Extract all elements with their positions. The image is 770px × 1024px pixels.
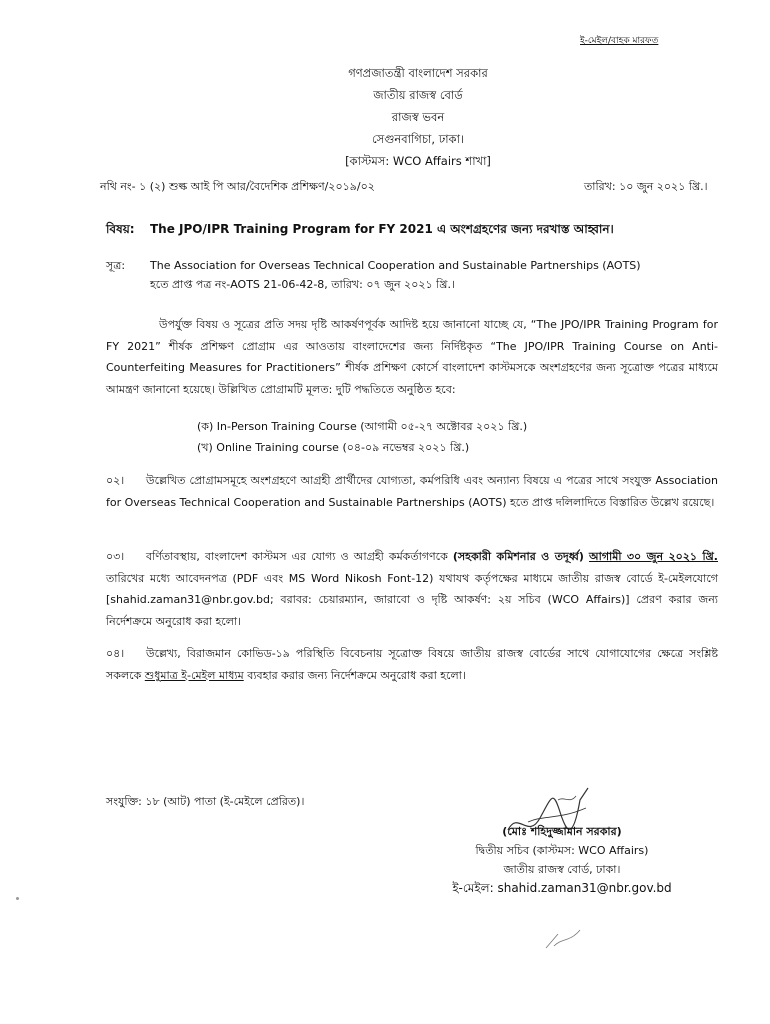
letter-date: তারিখ: ১০ জুন ২০২১ খ্রি.। bbox=[584, 180, 708, 193]
subject-label: বিষয়: bbox=[106, 222, 135, 236]
reference-line-1: The Association for Overseas Technical Cooperation and Sustainable Partnerships (AOTS) bbox=[150, 259, 641, 272]
paragraph-1: উপর্যুক্ত বিষয় ও সূত্রের প্রতি সদয় দৃষ্টি আকর্ষণপূর্বক আদিষ্ট হয়ে জানানো যাচ্ছে যে, “The JPO/IPR Training Program for FY 2021” শীর্ষক প্রশিক্ষণ প্রোগ্রাম এর আওতায় বাংলাদেশের জন্য নির্দিষ্টকৃত “The JPO/IPR Training Course on Anti-Counterfeiting Measures for Practitioners” শীর্ষক প্রশিক্ষণ কোর্সে বাংলাদেশ কাস্টমসকে অংশগ্রহণের জন্য সূত্রোক্ত পত্রের মাধ্যমে আমন্ত্রণ জানানো হয়েছে। উল্লিখিত প্রোগ্রামটি মূলত: দুটি পদ্ধতিতে অনুষ্ঠিত হবে: bbox=[106, 318, 718, 396]
list-item-online: (খ) Online Training course (০৪-০৯ নভেম্বর ২০২১ খ্রি.) bbox=[197, 441, 470, 454]
paragraph-2-text: উল্লেখিত প্রোগ্রামসমূহে অংশগ্রহণে আগ্রহী প্রার্থীদের যোগ্যতা, কর্মপরিধি এবং অন্যান্য বিষয়ে এ পত্রের সাথে সংযুক্ত Association for Overseas Technical Cooperation and Sustainable Partnerships (AOTS) হতে প্রাপ্ত দলিলাদিতে বিস্তারিত উল্লেখ রয়েছে। bbox=[106, 474, 718, 509]
initial-mark bbox=[540, 908, 590, 958]
paragraph-3-deadline: আগামী ৩০ জুন ২০২১ খ্রি. bbox=[588, 550, 718, 563]
paragraph-3-number: ০৩। bbox=[106, 550, 125, 563]
signatory-name: (মোঃ শহিদুজ্জামান সরকার) bbox=[502, 825, 622, 838]
list-item-in-person: (ক) In-Person Training Course (আগামী ০৫-২৭ অক্টোবর ২০২১ খ্রি.) bbox=[197, 420, 528, 433]
paragraph-4-number: ০৪। bbox=[106, 647, 125, 660]
paragraph-3-rank: (সহকারী কমিশনার ও তদূর্ধ্ব) bbox=[452, 550, 584, 563]
section-name: [কাস্টমস: WCO Affairs শাখা] bbox=[345, 154, 491, 168]
paragraph-4-text-a: উল্লেখ্য, বিরাজমান কোভিড-১৯ পরিস্থিতি বিবেচনায় সূত্রোক্ত বিষয়ে জাতীয় রাজস্ব বোর্ডের সাথে যোগাযোগের ক্ষেত্রে সংশ্লিষ্ট সকলকে bbox=[106, 647, 718, 682]
address: সেগুনবাগিচা, ঢাকা। bbox=[371, 132, 465, 146]
reference-text bbox=[150, 256, 730, 294]
signature-block bbox=[402, 822, 722, 898]
paragraph-4 bbox=[106, 643, 718, 686]
signatory-office: জাতীয় রাজস্ব বোর্ড, ঢাকা। bbox=[503, 863, 621, 876]
signatory-email: ই-মেইল: shahid.zaman31@nbr.gov.bd bbox=[452, 881, 672, 895]
reference-line-2: হতে প্রাপ্ত পত্র নং-AOTS 21-06-42-8, তারিখ: ০৭ জুন ২০২১ খ্রি.। bbox=[150, 278, 455, 291]
subject-text: The JPO/IPR Training Program for FY 2021 এ অংশগ্রহণের জন্য দরখাস্ত আহ্বান। bbox=[150, 222, 614, 236]
paragraph-2 bbox=[106, 470, 718, 513]
scan-speck bbox=[16, 897, 19, 900]
government-name: গণপ্রজাতন্ত্রী বাংলাদেশ সরকার bbox=[348, 66, 488, 80]
letterhead bbox=[0, 62, 770, 172]
reference-number: নথি নং- ১ (২) শুল্ক আই পি আর/বৈদেশিক প্রশিক্ষণ/২০১৯/০২ bbox=[100, 180, 375, 193]
attachment-note: সংযুক্তি: ১৮ (আট) পাতা (ই-মেইলে প্রেরিত)। bbox=[106, 795, 305, 808]
paragraph-4-email-only: শুধুমাত্র ই-মেইল মাধ্যম bbox=[144, 668, 244, 682]
signatory-designation: দ্বিতীয় সচিব (কাস্টমস: WCO Affairs) bbox=[475, 844, 649, 857]
paragraph-3-text-a: বর্ণিতাবস্থায়, বাংলাদেশ কাস্টমস এর যোগ্য ও আগ্রহী কর্মকর্তাগণকে bbox=[146, 550, 453, 563]
paragraph-3-text-b: তারিখের মধ্যে আবেদনপত্র (PDF এবং MS Word Nikosh Font-12) যথাযথ কর্তৃপক্ষের মাধ্যমে জাতীয় রাজস্ব বোর্ডে ই-মেইলযোগে [shahid.zaman31@nbr.gov.bd; বরাবর: চেয়ারম্যান, জারাবো ও দৃষ্টি আকর্ষণ: ২য় সচিব (WCO Affairs)] প্রেরণ করার জন্য নির্দেশক্রমে অনুরোধ করা হলো। bbox=[106, 571, 718, 628]
paragraph-2-number: ০২। bbox=[106, 474, 125, 487]
board-name: জাতীয় রাজস্ব বোর্ড bbox=[373, 88, 463, 102]
building-name: রাজস্ব ভবন bbox=[391, 110, 445, 124]
paragraph-3 bbox=[106, 546, 718, 632]
delivery-note: ই-মেইল/বাহক মারফত bbox=[580, 36, 659, 46]
paragraph-4-text-b: ব্যবহার করার জন্য নির্দেশক্রমে অনুরোধ করা হলো। bbox=[243, 668, 466, 682]
reference-label: সূত্র: bbox=[106, 259, 126, 272]
